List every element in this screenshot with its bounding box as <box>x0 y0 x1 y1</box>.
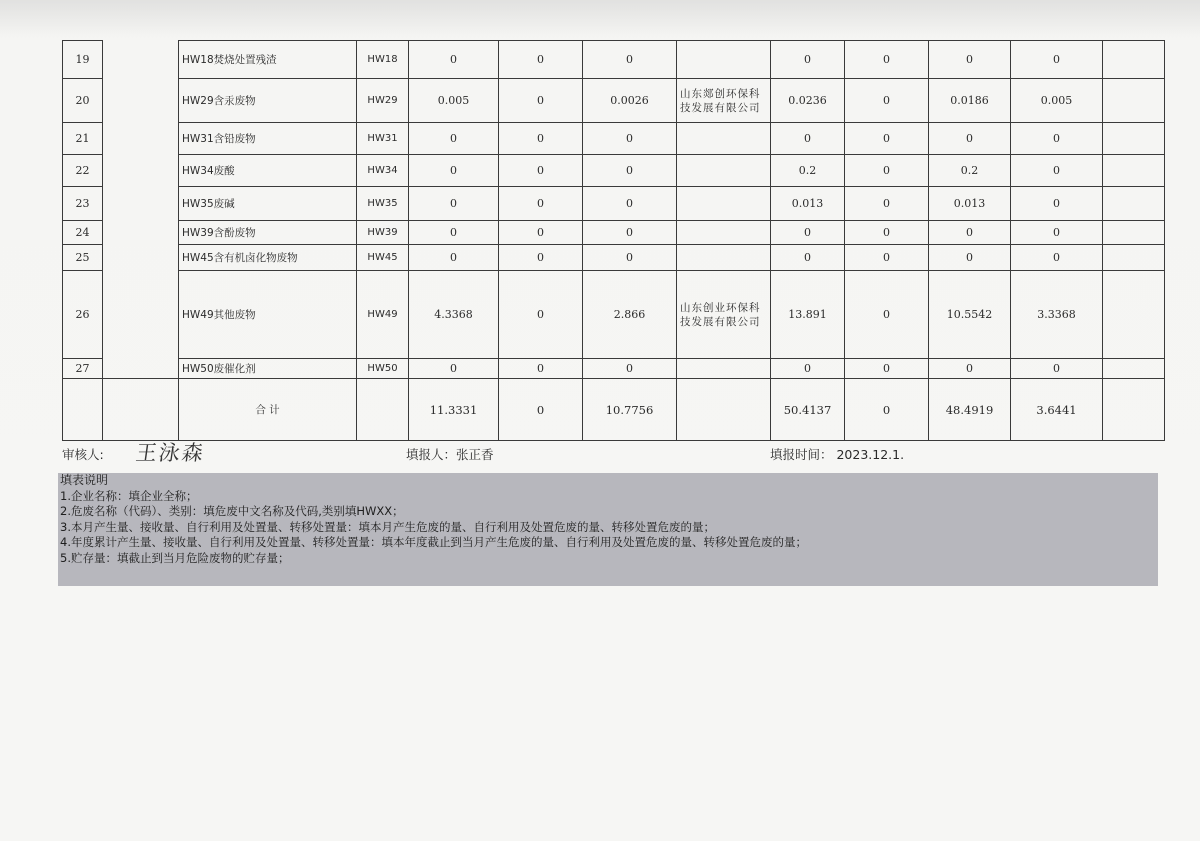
storage-amount: 0 <box>1011 245 1103 271</box>
total-c6: 0 <box>845 379 929 441</box>
total-company-cell <box>677 379 771 441</box>
monthly-transferred: 0 <box>583 245 677 271</box>
annual-generated: 0 <box>771 245 845 271</box>
annual-transferred: 0 <box>929 359 1011 379</box>
annual-generated: 0 <box>771 123 845 155</box>
reviewer-label: 审核人: <box>62 447 104 462</box>
monthly-transferred: 0.0026 <box>583 79 677 123</box>
disposal-company: 山东创业环保科技发展有限公司 <box>677 271 771 359</box>
waste-code: HW29 <box>357 79 409 123</box>
table-row <box>63 123 1165 155</box>
signature-row <box>62 440 1162 466</box>
row-number: 24 <box>63 221 103 245</box>
storage-amount: 0 <box>1011 155 1103 187</box>
table-row <box>63 155 1165 187</box>
waste-code: HW34 <box>357 155 409 187</box>
annual-transferred: 0.0186 <box>929 79 1011 123</box>
row-number: 26 <box>63 271 103 359</box>
waste-name: HW34废酸 <box>179 155 357 187</box>
storage-amount: 0 <box>1011 359 1103 379</box>
total-number-cell <box>63 379 103 441</box>
monthly-transferred: 2.866 <box>583 271 677 359</box>
monthly-generated: 0 <box>409 123 499 155</box>
storage-amount: 3.3368 <box>1011 271 1103 359</box>
row-number: 19 <box>63 41 103 79</box>
monthly-transferred: 0 <box>583 221 677 245</box>
total-label: 合 计 <box>179 379 357 441</box>
storage-amount: 0 <box>1011 123 1103 155</box>
category-cell <box>103 359 179 379</box>
disposal-company <box>677 187 771 221</box>
annual-generated: 13.891 <box>771 271 845 359</box>
storage-amount: 0 <box>1011 221 1103 245</box>
annual-generated: 0 <box>771 221 845 245</box>
disposal-company <box>677 359 771 379</box>
waste-name: HW39含酚废物 <box>179 221 357 245</box>
disposal-company <box>677 245 771 271</box>
storage-amount: 0 <box>1011 187 1103 221</box>
row-number: 23 <box>63 187 103 221</box>
monthly-transferred: 0 <box>583 359 677 379</box>
monthly-received: 0 <box>499 221 583 245</box>
storage-amount: 0 <box>1011 41 1103 79</box>
disposal-company <box>677 123 771 155</box>
annual-received: 0 <box>845 359 929 379</box>
annual-transferred: 0.2 <box>929 155 1011 187</box>
waste-code: HW39 <box>357 221 409 245</box>
monthly-received: 0 <box>499 123 583 155</box>
waste-name: HW45含有机卤化物废物 <box>179 245 357 271</box>
waste-code: HW45 <box>357 245 409 271</box>
monthly-received: 0 <box>499 41 583 79</box>
table-row <box>63 359 1165 379</box>
annual-transferred: 0 <box>929 245 1011 271</box>
extra-cell <box>1103 221 1165 245</box>
annual-generated: 0 <box>771 41 845 79</box>
table-row <box>63 79 1165 123</box>
category-cell <box>103 155 179 187</box>
annual-generated: 0.2 <box>771 155 845 187</box>
total-category-cell <box>103 379 179 441</box>
waste-name: HW35废碱 <box>179 187 357 221</box>
row-number: 20 <box>63 79 103 123</box>
disposal-company <box>677 155 771 187</box>
total-c8: 3.6441 <box>1011 379 1103 441</box>
instruction-line: 4.年度累计产生量、接收量、自行利用及处置量、转移处置量：填本年度截止到当月产生危废的量、自行利用及处置危废的量、转移处置危废的量； <box>60 535 807 549</box>
instruction-line: 1.企业名称：填企业全称； <box>60 488 198 503</box>
extra-cell <box>1103 359 1165 379</box>
extra-cell <box>1103 41 1165 79</box>
monthly-received: 0 <box>499 245 583 271</box>
annual-received: 0 <box>845 245 929 271</box>
extra-cell <box>1103 123 1165 155</box>
row-number: 25 <box>63 245 103 271</box>
table-row <box>63 245 1165 271</box>
fill-date: 填报时间： 2023.12.1. <box>770 447 905 462</box>
annual-received: 0 <box>845 155 929 187</box>
waste-code: HW49 <box>357 271 409 359</box>
extra-cell <box>1103 79 1165 123</box>
total-code-cell <box>357 379 409 441</box>
total-c2: 0 <box>499 379 583 441</box>
extra-cell <box>1103 245 1165 271</box>
storage-amount: 0.005 <box>1011 79 1103 123</box>
annual-received: 0 <box>845 79 929 123</box>
monthly-received: 0 <box>499 271 583 359</box>
waste-name: HW49其他废物 <box>179 271 357 359</box>
waste-code: HW18 <box>357 41 409 79</box>
monthly-received: 0 <box>499 79 583 123</box>
category-cell <box>103 79 179 123</box>
total-extra-cell <box>1103 379 1165 441</box>
monthly-generated: 0 <box>409 41 499 79</box>
monthly-received: 0 <box>499 187 583 221</box>
filler-name: 填报人：张正香 <box>406 447 494 462</box>
category-cell <box>103 271 179 359</box>
category-cell <box>103 245 179 271</box>
monthly-received: 0 <box>499 359 583 379</box>
waste-table <box>62 40 1165 441</box>
category-cell <box>103 187 179 221</box>
annual-received: 0 <box>845 187 929 221</box>
annual-generated: 0 <box>771 359 845 379</box>
table-row <box>63 187 1165 221</box>
annual-transferred: 0 <box>929 123 1011 155</box>
row-number: 21 <box>63 123 103 155</box>
annual-received: 0 <box>845 41 929 79</box>
monthly-generated: 0 <box>409 155 499 187</box>
monthly-transferred: 0 <box>583 41 677 79</box>
monthly-generated: 0 <box>409 245 499 271</box>
waste-code: HW31 <box>357 123 409 155</box>
table-row <box>63 271 1165 359</box>
category-cell <box>103 221 179 245</box>
total-row <box>63 379 1165 441</box>
monthly-generated: 0 <box>409 221 499 245</box>
monthly-received: 0 <box>499 155 583 187</box>
total-c7: 48.4919 <box>929 379 1011 441</box>
monthly-generated: 4.3368 <box>409 271 499 359</box>
instruction-line: 5.贮存量：填截止到当月危险废物的贮存量； <box>60 550 290 565</box>
annual-transferred: 10.5542 <box>929 271 1011 359</box>
annual-transferred: 0 <box>929 41 1011 79</box>
extra-cell <box>1103 187 1165 221</box>
extra-cell <box>1103 271 1165 359</box>
instruction-line: 3.本月产生量、接收量、自行利用及处置量、转移处置量：填本月产生危废的量、自行利用及处置危废的量、转移处置危废的量； <box>60 519 715 534</box>
annual-generated: 0.0236 <box>771 79 845 123</box>
category-cell <box>103 123 179 155</box>
row-number: 22 <box>63 155 103 187</box>
table-row <box>63 41 1165 79</box>
waste-code: HW50 <box>357 359 409 379</box>
total-c3: 10.7756 <box>583 379 677 441</box>
disposal-company <box>677 221 771 245</box>
monthly-generated: 0.005 <box>409 79 499 123</box>
waste-name: HW31含铅废物 <box>179 123 357 155</box>
annual-generated: 0.013 <box>771 187 845 221</box>
scan-shadow <box>0 0 1200 36</box>
annual-transferred: 0.013 <box>929 187 1011 221</box>
waste-name: HW50废催化剂 <box>179 359 357 379</box>
disposal-company: 山东郯创环保科技发展有限公司 <box>677 79 771 123</box>
instructions-title: 填表说明 <box>60 473 109 487</box>
monthly-transferred: 0 <box>583 155 677 187</box>
category-cell <box>103 41 179 79</box>
disposal-company <box>677 41 771 79</box>
instructions-box <box>58 473 1158 586</box>
total-c1: 11.3331 <box>409 379 499 441</box>
monthly-transferred: 0 <box>583 187 677 221</box>
monthly-generated: 0 <box>409 359 499 379</box>
monthly-transferred: 0 <box>583 123 677 155</box>
annual-received: 0 <box>845 221 929 245</box>
row-number: 27 <box>63 359 103 379</box>
extra-cell <box>1103 155 1165 187</box>
annual-transferred: 0 <box>929 221 1011 245</box>
monthly-generated: 0 <box>409 187 499 221</box>
waste-code: HW35 <box>357 187 409 221</box>
waste-name: HW29含汞废物 <box>179 79 357 123</box>
table-row <box>63 221 1165 245</box>
instruction-line: 2.危废名称（代码）、类别：填危废中文名称及代码,类别填HWXX； <box>60 504 404 518</box>
annual-received: 0 <box>845 123 929 155</box>
reviewer-signature: 王泳森 <box>134 441 207 465</box>
waste-name: HW18焚烧处置残渣 <box>179 41 357 79</box>
annual-received: 0 <box>845 271 929 359</box>
total-c5: 50.4137 <box>771 379 845 441</box>
